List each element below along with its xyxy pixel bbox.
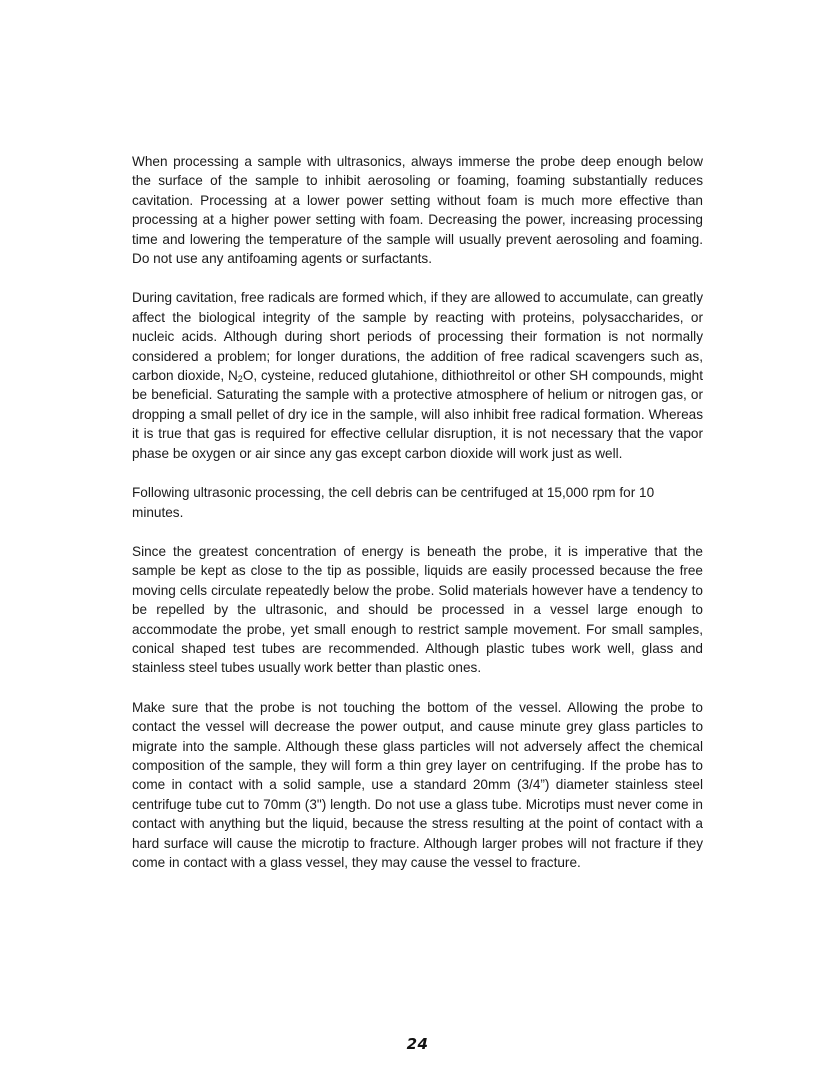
page-number: 24 (406, 1035, 429, 1053)
paragraph-free-radicals-text-after: O, cysteine, reduced glutahione, dithiothreitol or other SH compounds, might be beneficial. Saturating the sample with a protective atmosphere of helium or nitrogen gas, or dropping a small pellet of dry ice in the sample, will also inhibit free radical formation. Whereas it is true that gas is required for effective cellular disruption, it is not necessary that the vapor phase be oxygen or air since any gas except carbon dioxide will work just as well. (132, 368, 703, 461)
paragraph-centrifuge: Following ultrasonic processing, the cell debris can be centrifuged at 15,000 rpm for 10 minutes. (132, 485, 655, 520)
paragraph-foaming: When processing a sample with ultrasonics, always immerse the probe deep enough below the surface of the sample to inhibit aerosoling or foaming, foaming substantially reduces cavitation. Processing at a lower power setting without foam is much more effective than processing at a higher power setting with foam. Decreasing the power, increasing processing time and lowering the temperature of the sample will usually prevent aerosoling and foaming. Do not use any antifoaming agents or surfactants. (132, 154, 703, 267)
paragraph-energy-concentration: Since the greatest concentration of energy is beneath the probe, it is imperative that the sample be kept as close to the tip as possible, liquids are easily processed because the free moving cells circulate repeatedly below the probe. Solid materials however have a tendency to be repelled by the ultrasonic, and should be processed in a vessel large enough to accommodate the probe, yet small enough to restrict sample movement. For small samples, conical shaped test tubes are recommended. Although plastic tubes work well, glass and stainless steel tubes usually work better than plastic ones. (132, 543, 703, 676)
page-body (132, 152, 703, 892)
paragraph-free-radicals (132, 288, 703, 463)
paragraph-free-radicals-text-before: During cavitation, free radicals are formed which, if they are allowed to accumulate, can greatly affect the biological integrity of the sample by reacting with proteins, polysaccharides, or nucleic acids. Although during short periods of processing their formation is not normally considered a problem; for longer durations, the addition of free radical scavengers such as, carbon dioxide, N (132, 290, 703, 384)
subscript-2: 2 (237, 374, 243, 385)
paragraph-probe-contact: Make sure that the probe is not touching the bottom of the vessel. Allowing the probe to contact the vessel will decrease the power output, and cause minute grey glass particles to migrate into the sample. Although these glass particles will not adversely affect the chemical composition of the sample, they will form a thin grey layer on centrifuging. If the probe has to come in contact with a solid sample, use a standard 20mm (3/4”) diameter stainless steel centrifuge tube cut to 70mm (3") length. Do not use a glass tube. Microtips must never come in contact with anything but the liquid, because the stress resulting at the point of contact with a hard surface will cause the microtip to fracture. Although larger probes will not fracture if they come in contact with a glass vessel, they may cause the vessel to fracture. (132, 699, 703, 870)
